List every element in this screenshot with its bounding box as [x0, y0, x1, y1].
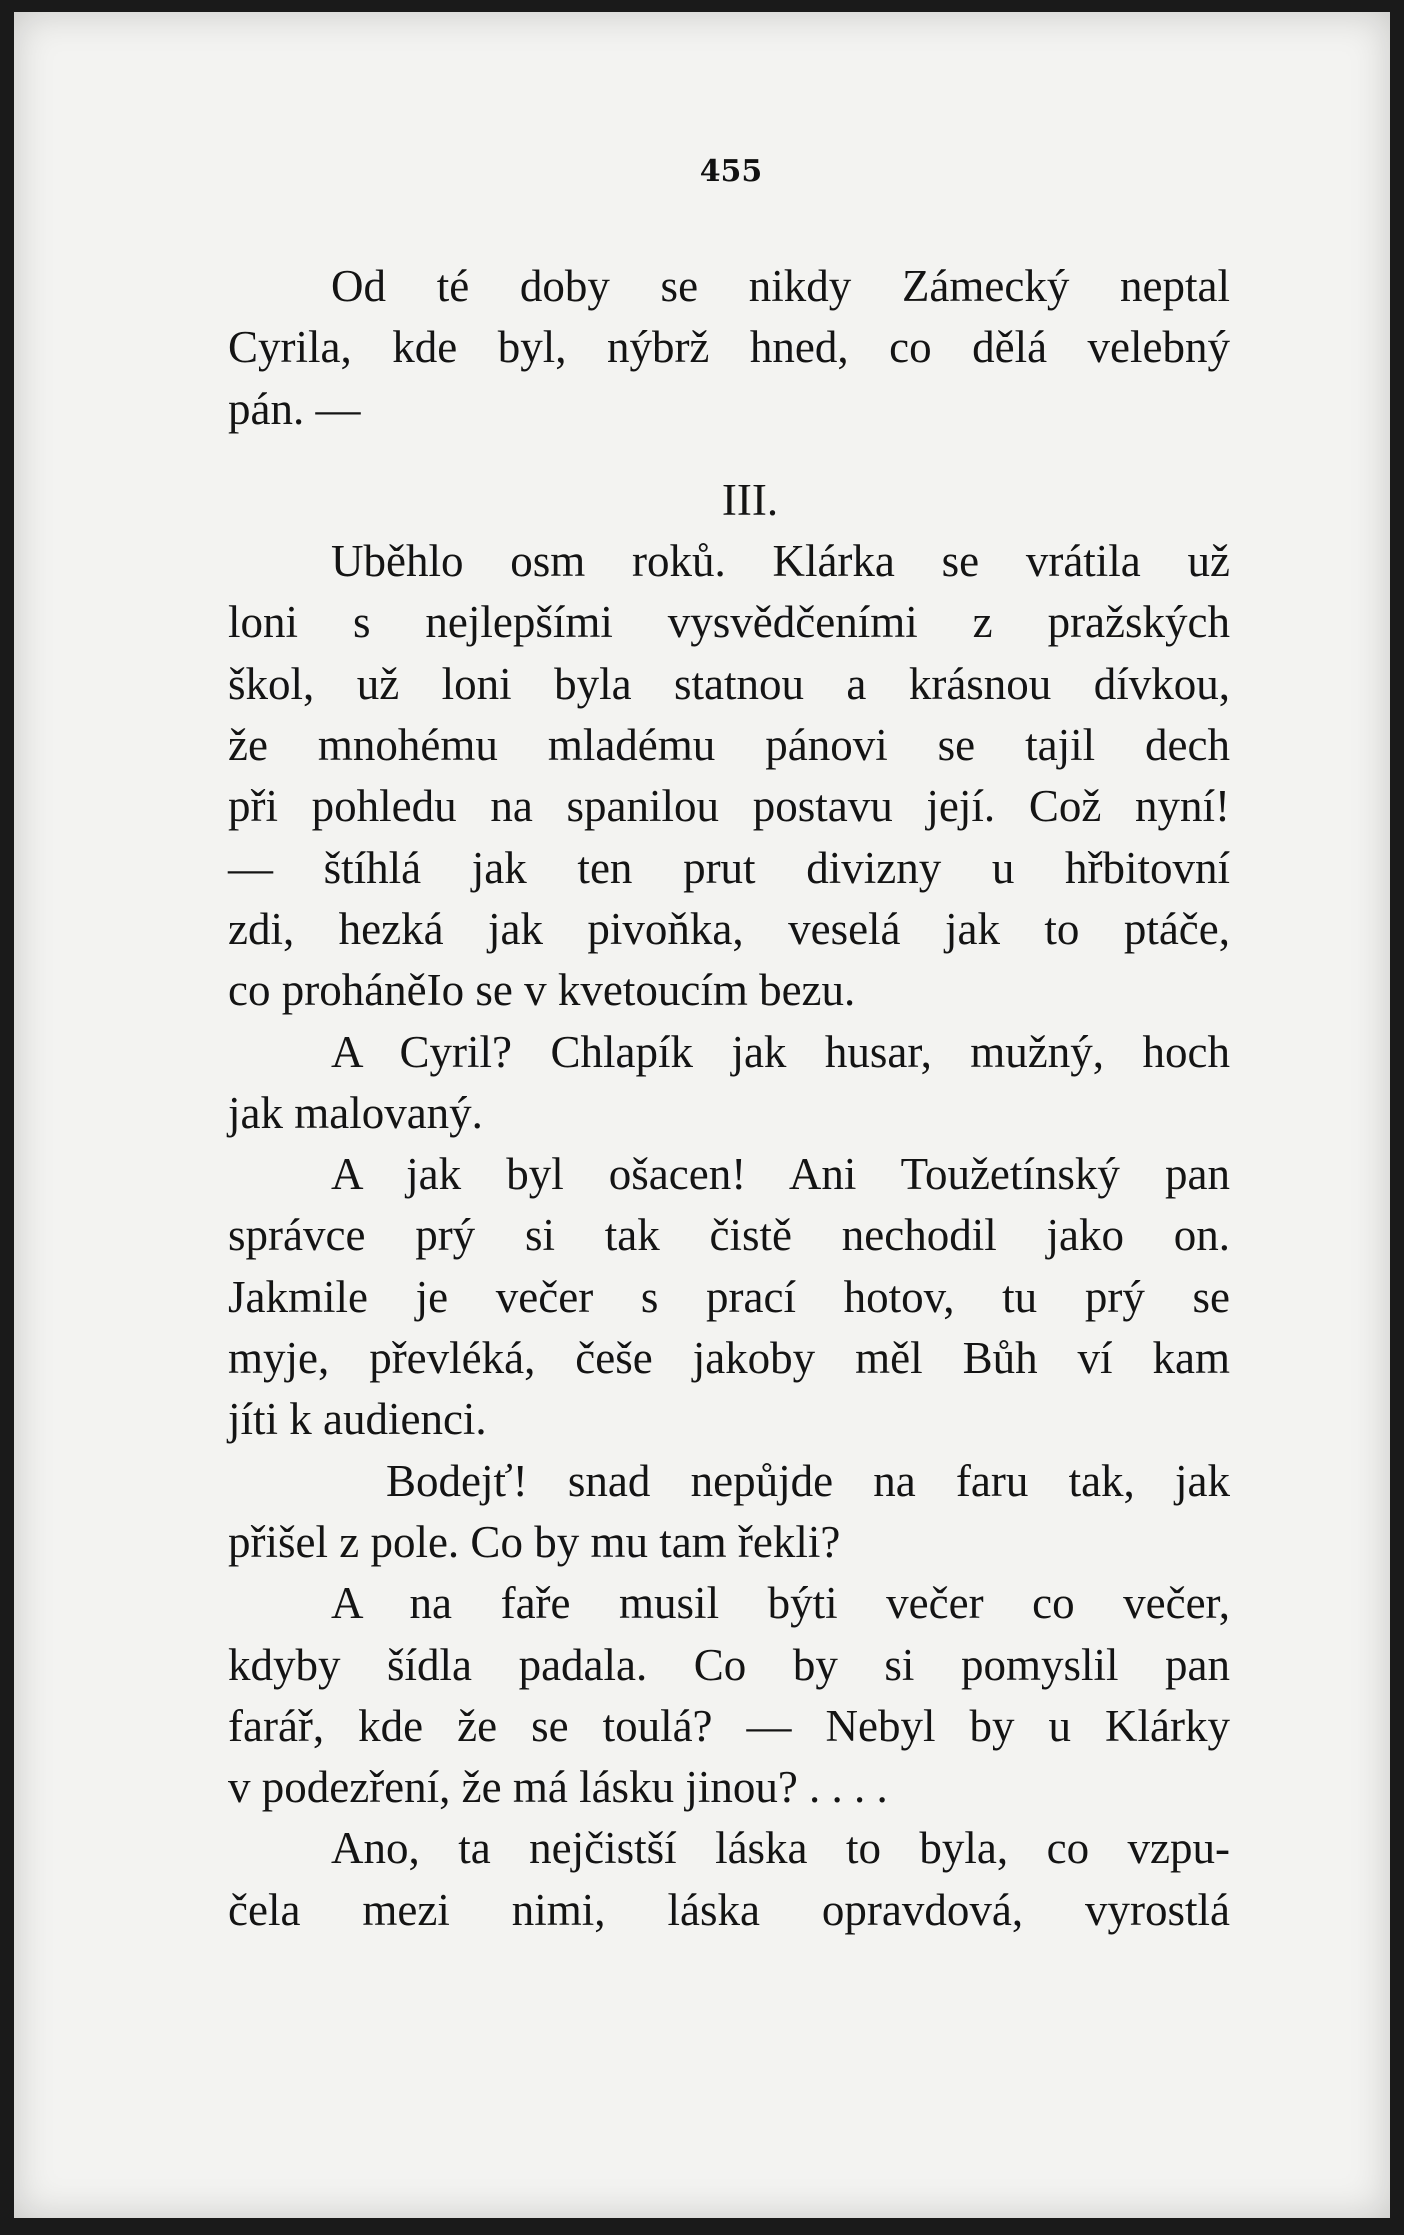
- text-line: čela mezi nimi, láska opravdová, vyrostlá: [228, 1884, 1230, 1935]
- text-line: že mnohému mladému pánovi se tajil dech: [228, 720, 1230, 771]
- text-line: co proháněIo se v kvetoucím bezu.: [228, 965, 856, 1016]
- paragraph-3: [228, 1022, 1230, 1145]
- text-line: při pohledu na spanilou postavu její. Což nyní!: [228, 781, 1230, 832]
- text-line: pán. —: [228, 383, 361, 434]
- text-line: Uběhlo osm roků. Klárka se vrátila už: [331, 536, 1230, 587]
- text-line: Cyrila, kde byl, nýbrž hned, co dělá velebný: [228, 322, 1230, 373]
- book-page: [14, 12, 1390, 2218]
- page-number: 455: [699, 154, 763, 189]
- text-line: správce prý si tak čistě nechodil jako on.: [228, 1210, 1230, 1261]
- paragraph-7: [228, 1818, 1230, 1941]
- text-line: A na faře musil býti večer co večer,: [331, 1578, 1230, 1629]
- text-line: jak malovaný.: [228, 1087, 483, 1138]
- text-line: Ano, ta nejčistší láska to byla, co vzpu-: [331, 1823, 1230, 1874]
- text-line: jíti k audienci.: [228, 1394, 487, 1445]
- paragraph-5: [228, 1451, 1230, 1574]
- paragraph-4: [228, 1144, 1230, 1450]
- text-line: A Cyril? Chlapík jak husar, mužný, hoch: [331, 1026, 1230, 1077]
- text-line: loni s nejlepšími vysvědčeními z pražských: [228, 597, 1230, 648]
- paragraph-6: [228, 1573, 1230, 1818]
- text-line: Od té doby se nikdy Zámecký neptal: [331, 261, 1230, 311]
- text-line: zdi, hezká jak pivoňka, veselá jak to ptáče,: [228, 903, 1230, 954]
- text-line: farář, kde že se toulá? — Nebyl by u Klárky: [228, 1700, 1230, 1751]
- text-line: — štíhlá jak ten prut divizny u hřbitovní: [228, 842, 1230, 893]
- text-line: přišel z pole. Co by mu tam řekli?: [228, 1516, 841, 1567]
- paragraph-2: [228, 531, 1230, 1021]
- text-line: Bodejť! snad nepůjde na faru tak, jak: [386, 1455, 1230, 1506]
- section-heading: III.: [721, 474, 779, 525]
- section-gap: [228, 440, 1230, 470]
- paragraph-1: [228, 256, 1230, 440]
- body-text: [228, 256, 1230, 1941]
- text-line: v podezření, že má lásku jinou? . . . .: [228, 1762, 888, 1813]
- text-line: A jak byl ošacen! Ani Toužetínský pan: [331, 1149, 1230, 1200]
- text-line: škol, už loni byla statnou a krásnou dívkou,: [228, 658, 1230, 709]
- text-line: myje, převléká, češe jakoby měl Bůh ví kam: [228, 1333, 1230, 1384]
- text-line: kdyby šídla padala. Co by si pomyslil pan: [228, 1639, 1230, 1690]
- text-line: Jakmile je večer s prací hotov, tu prý se: [228, 1271, 1230, 1322]
